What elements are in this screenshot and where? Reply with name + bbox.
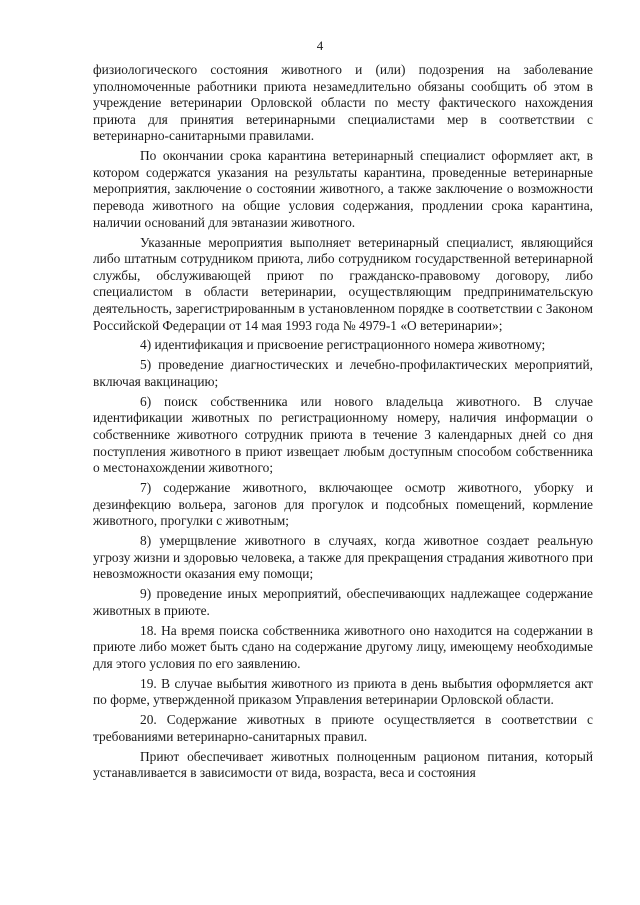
- list-item-8: 8) умерщвление животного в случаях, когда животное создает реальную угрозу жизни и здоровью человека, а также для прекращения страдания животного при невозможности оказания ему помощи;: [93, 533, 593, 582]
- paragraph-vet-specialist: Указанные мероприятия выполняет ветеринарный специалист, являющийся либо штатным сотрудником приюта, либо сотрудником государственной ветеринарной службы, обслуживающей приют по гражданско-правовому договору, либо специалистом в области ветеринарии, осуществляющим предпринимательскую деятельность, зарегистрированным в установленном порядке в соответствии с Законом Российской Федерации от 14 мая 1993 года № 4979-1 «О ветеринарии»;: [93, 234, 593, 333]
- list-item-5: 5) проведение диагностических и лечебно-профилактических мероприятий, включая вакцинацию;: [93, 357, 593, 389]
- list-item-4: 4) идентификация и присвоение регистрационного номера животному;: [140, 337, 546, 353]
- list-item-9: 9) проведение иных мероприятий, обеспечивающих надлежащее содержание животных в приюте.: [93, 586, 593, 618]
- clause-19: 19. В случае выбытия животного из приюта в день выбытия оформляется акт по форме, утвержденной приказом Управления ветеринарии Орловской области.: [93, 675, 593, 708]
- body-text: [93, 62, 593, 785]
- list-item-6: 6) поиск собственника или нового владельца животного. В случае идентификации животных по регистрационному номеру, наличия информации о собственнике животного сотрудник приюта в течение 3 календарных дней со дня поступления животного в приют извещает любым доступным способом собственника о местонахождении животного;: [93, 393, 593, 476]
- paragraph-quarantine-act: По окончании срока карантина ветеринарный специалист оформляет акт, в котором содержатся указания на результаты карантина, проведенные ветеринарные мероприятия, заключение о состоянии животного, а также заключение о возможности перевода животного на общие условия содержания, продлении срока карантина, наличии оснований для эвтаназии животного.: [93, 148, 593, 230]
- page-number: 4: [316, 38, 324, 53]
- paragraph-feeding: Приют обеспечивает животных полноценным рационом питания, который устанавливается в зависимости от вида, возраста, веса и состояния: [93, 748, 593, 781]
- clause-18: 18. На время поиска собственника животного оно находится на содержании в приюте либо может быть сдано на содержание другому лицу, имеющему необходимые для этого условия по его заявлению.: [93, 622, 593, 671]
- list-item-7: 7) содержание животного, включающее осмотр животного, уборку и дезинфекцию вольера, загонов для прогулок и подсобных помещений, кормление животного, прогулки с животным;: [93, 480, 593, 529]
- clause-20: 20. Содержание животных в приюте осуществляется в соответствии с требованиями ветеринарно-санитарных правил.: [93, 712, 593, 744]
- paragraph-continuation: физиологического состояния животного и (или) подозрения на заболевание уполномоченные работники приюта незамедлительно обязаны сообщить об этом в учреждение ветеринарии Орловской области по месту фактического нахождения приюта для принятия ветеринарными специалистами мер в соответствии с ветеринарно-санитарными правилами.: [93, 62, 593, 144]
